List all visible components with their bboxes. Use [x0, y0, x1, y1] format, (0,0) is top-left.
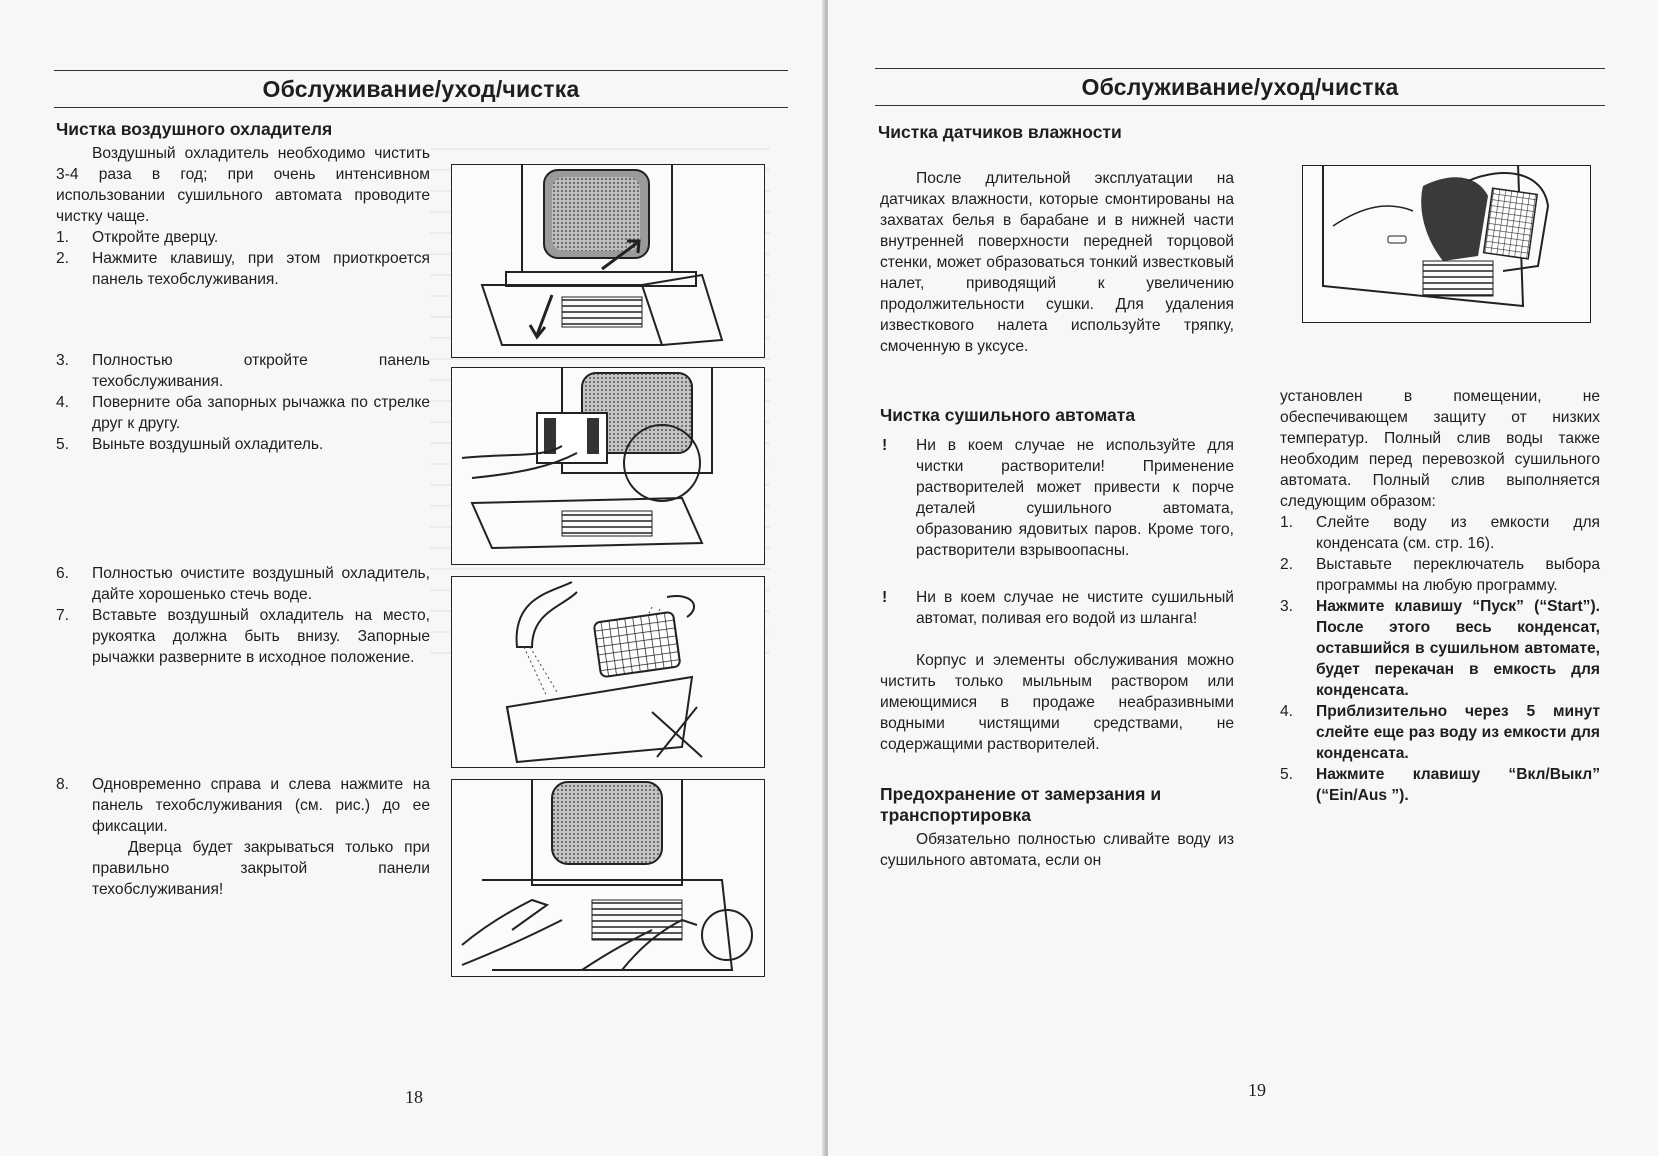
frost-paragraph: Обязательно полностью сливайте воду из сушильного автомата, если он: [880, 831, 1234, 869]
cooler-latch-illustration: [452, 368, 764, 564]
list-item: [56, 392, 430, 434]
warning-icon: !: [882, 437, 888, 454]
list-item: [1280, 554, 1600, 596]
list-item-text: Полностью очистите воздушный охладитель, дайте хорошенько стечь воде.: [92, 565, 430, 603]
right-page: [828, 0, 1658, 1156]
steps-list-2: [56, 350, 430, 455]
sensor-cleaning-illustration: [1303, 166, 1590, 322]
door-note: Дверца будет закрываться только при правильно закрытой панели техобслуживания!: [92, 839, 430, 898]
list-item: [56, 248, 430, 290]
press-panel-illustration: [452, 780, 764, 976]
section-title-frost-transport: Предохранение от замерзания и транспортировка: [880, 784, 1162, 825]
list-item-text: Откройте дверцу.: [92, 229, 219, 246]
list-item: [56, 227, 430, 248]
list-item: [56, 350, 430, 392]
figure-rinse-air-cooler: [451, 576, 765, 768]
list-item: [1280, 701, 1600, 764]
list-item-text: Выньте воздушный охладитель.: [92, 436, 324, 453]
steps-list-1: [56, 227, 430, 290]
steps-list-3: [56, 563, 430, 668]
list-item: [1280, 764, 1600, 806]
list-item-text: Одновременно справа и слева нажмите на панель техобслуживания (см. рис.) до ее фиксации.: [92, 776, 430, 835]
list-item-text: Вставьте воздушный охладитель на место, рукоятка должна быть внизу. Запорные рычажки разверните в исходное положение.: [92, 607, 430, 666]
list-item-number: 3.: [1280, 598, 1294, 615]
page-header: [54, 70, 788, 108]
list-item-text: Поверните оба запорных рычажка по стрелке друг к другу.: [92, 394, 430, 432]
list-item: [1280, 596, 1600, 701]
list-item-text: Полностью откройте панель техобслуживания.: [92, 352, 430, 390]
list-item-text: Слейте воду из емкости для конденсата (см. стр. 16).: [1316, 514, 1600, 552]
figure-moisture-sensors: [1302, 165, 1591, 323]
figure-remove-air-cooler: [451, 367, 765, 565]
list-item-number: 5.: [56, 436, 70, 453]
list-item: [56, 563, 430, 605]
left-page: [0, 0, 826, 1156]
list-item: [56, 774, 430, 837]
list-item-text: Выставьте переключатель выбора программы на любую программу.: [1316, 556, 1600, 594]
list-item-number: 8.: [56, 776, 70, 793]
section-title-air-cooler: Чистка воздушного охладителя: [56, 119, 333, 139]
page-header: [875, 68, 1605, 106]
section-title-dryer-cleaning: Чистка сушильного автомата: [880, 405, 1136, 425]
list-item-text: Приблизительно через 5 минут слейте еще раз воду из емкости для конденсата.: [1316, 703, 1600, 762]
intro-paragraph: Воздушный охладитель необходимо чистить 3-4 раза в год; при очень интенсивном использовании сушильного автомата проводите чистку чаще.: [56, 145, 430, 225]
list-item-number: 6.: [56, 565, 70, 582]
list-item-number: 5.: [1280, 766, 1294, 783]
list-item: [56, 434, 430, 455]
list-item-number: 2.: [1280, 556, 1294, 573]
steps-list-4: [56, 774, 430, 837]
list-item-text: Нажмите клавишу, при этом приоткроется панель техобслуживания.: [92, 250, 430, 288]
drain-steps-list: [1280, 512, 1600, 806]
list-item-number: 4.: [1280, 703, 1294, 720]
list-item-number: 3.: [56, 352, 70, 369]
list-item: [56, 605, 430, 668]
list-item-text: Нажмите клавишу “Пуск” (“Start”). После этого весь конденсат, оставшийся в сушильном автомате, будет перекачан в емкость для конденсата.: [1316, 598, 1600, 699]
sensors-paragraph: После длительной эксплуатации на датчиках влажности, которые смонтированы на захватах белья в барабане и в нижней части внутренней поверхности передней торцовой стенки, может образоваться тонкий известковый налет, приводящий к увеличению продолжительности сушки. Для удаления известкового налета используйте тряпку, смоченную в уксусе.: [880, 170, 1234, 355]
figure-open-service-panel: [451, 164, 765, 358]
frost-paragraph-continued: установлен в помещении, не обеспечивающем защиту от низких температур. Полный слив воды также необходим перед перевозкой сушильного автомата. Полный слив выполняется следующим образом:: [1280, 388, 1600, 510]
figure-close-service-panel: [451, 779, 765, 977]
page-title: Обслуживание/уход/чистка: [262, 76, 580, 102]
section-title-sensors: Чистка датчиков влажности: [878, 122, 1122, 142]
list-item-number: 1.: [1280, 514, 1294, 531]
rinse-cooler-illustration: [452, 577, 764, 767]
list-item-number: 7.: [56, 607, 70, 624]
list-item-number: 2.: [56, 250, 70, 267]
list-item-number: 4.: [56, 394, 70, 411]
list-item-number: 1.: [56, 229, 70, 246]
page-title: Обслуживание/уход/чистка: [1081, 74, 1399, 100]
list-item: [1280, 512, 1600, 554]
page-number-right: 19: [1248, 1080, 1266, 1100]
dryer-panel-illustration: [452, 165, 764, 357]
warning-icon: !: [882, 589, 888, 606]
page-number-left: 18: [405, 1087, 423, 1107]
warning-water-hose: ! Ни в коем случае не чистите сушильный автомат, поливая его водой из шланга!: [882, 589, 1234, 627]
body-paragraph: Корпус и элементы обслуживания можно чистить только мыльным раствором или имеющимися в продаже неабразивными водными чистящими средствами, не содержащими растворителей.: [880, 652, 1234, 753]
list-item-text: Нажмите клавишу “Вкл/Выкл” (“Ein/Aus ”).: [1316, 766, 1600, 804]
warning-solvents: ! Ни в коем случае не используйте для чистки растворители! Применение растворителей может привести к порче деталей сушильного автомата, образованию ядовитых паров. Кроме того, растворители взрывоопасны.: [882, 437, 1234, 559]
